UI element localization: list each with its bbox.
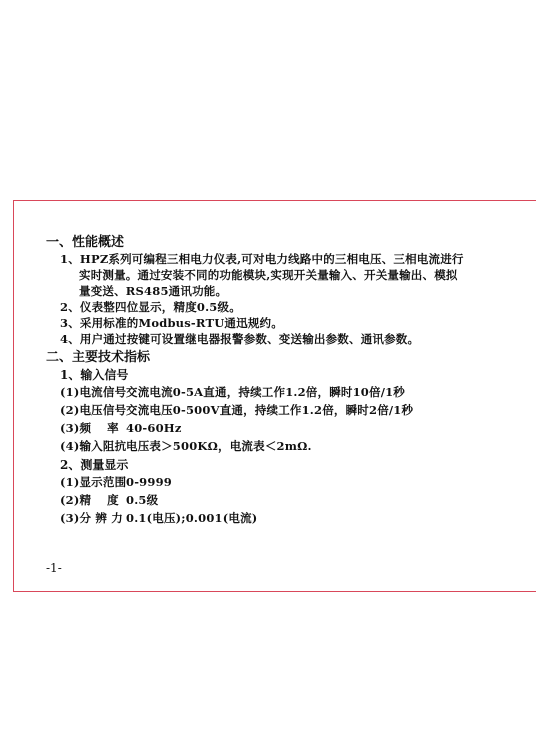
spec-value: 0.1(电压);0.001(电流)	[126, 511, 258, 525]
s1-item-1c: 量变送、RS485通讯功能。	[79, 284, 228, 298]
s1-item-1b: 实时测量。通过安装不同的功能模块,实现开关量输入、开关量输出、模拟	[79, 268, 458, 282]
section-1-title: 一、性能概述	[46, 235, 125, 250]
page-number: -1-	[46, 561, 62, 575]
spec-value: 40-60Hz	[126, 421, 182, 435]
spec-row	[60, 420, 182, 436]
spec-row	[60, 384, 405, 400]
spec-key: (2)电压信号	[60, 403, 127, 417]
s1-item-1a: 1、HPZ系列可编程三相电力仪表,可对电力线路中的三相电压、三相电流进行	[60, 252, 464, 266]
spec-key: (1)电流信号	[60, 385, 127, 399]
spec-key: (3)频 率	[60, 421, 119, 435]
section-2-title: 二、主要技术指标	[46, 350, 151, 365]
spec-value: 0.5级	[126, 493, 159, 507]
spec-value: 0-9999	[126, 475, 172, 489]
spec-row	[60, 474, 172, 490]
spec-value: 交流电压0-500V直通，持续工作1.2倍，瞬时2倍/1秒	[126, 403, 414, 417]
sub-1-title: 1、输入信号	[60, 368, 129, 382]
spec-row	[60, 402, 413, 418]
spec-key: (1)显示范围	[60, 475, 127, 489]
spec-value: 交流电流0-5A直通，持续工作1.2倍，瞬时10倍/1秒	[126, 385, 406, 399]
spec-key: (2)精 度	[60, 493, 119, 507]
s1-item-3: 3、采用标准的Modbus-RTU通迅规约。	[60, 316, 283, 330]
spec-row	[60, 438, 312, 454]
s1-item-4: 4、用户通过按键可设置继电器报警参数、变送输出参数、通讯参数。	[60, 332, 420, 346]
sub-2-title: 2、测量显示	[60, 458, 129, 472]
spec-key: (4)输入阻抗	[60, 439, 127, 453]
spec-row	[60, 492, 158, 508]
spec-row	[60, 510, 257, 526]
spec-key: (3)分 辨 力	[60, 511, 123, 525]
spec-value: 电压表＞500KΩ，电流表＜2mΩ.	[126, 439, 312, 453]
s1-item-2: 2、仪表整四位显示，精度0.5级。	[60, 300, 241, 314]
